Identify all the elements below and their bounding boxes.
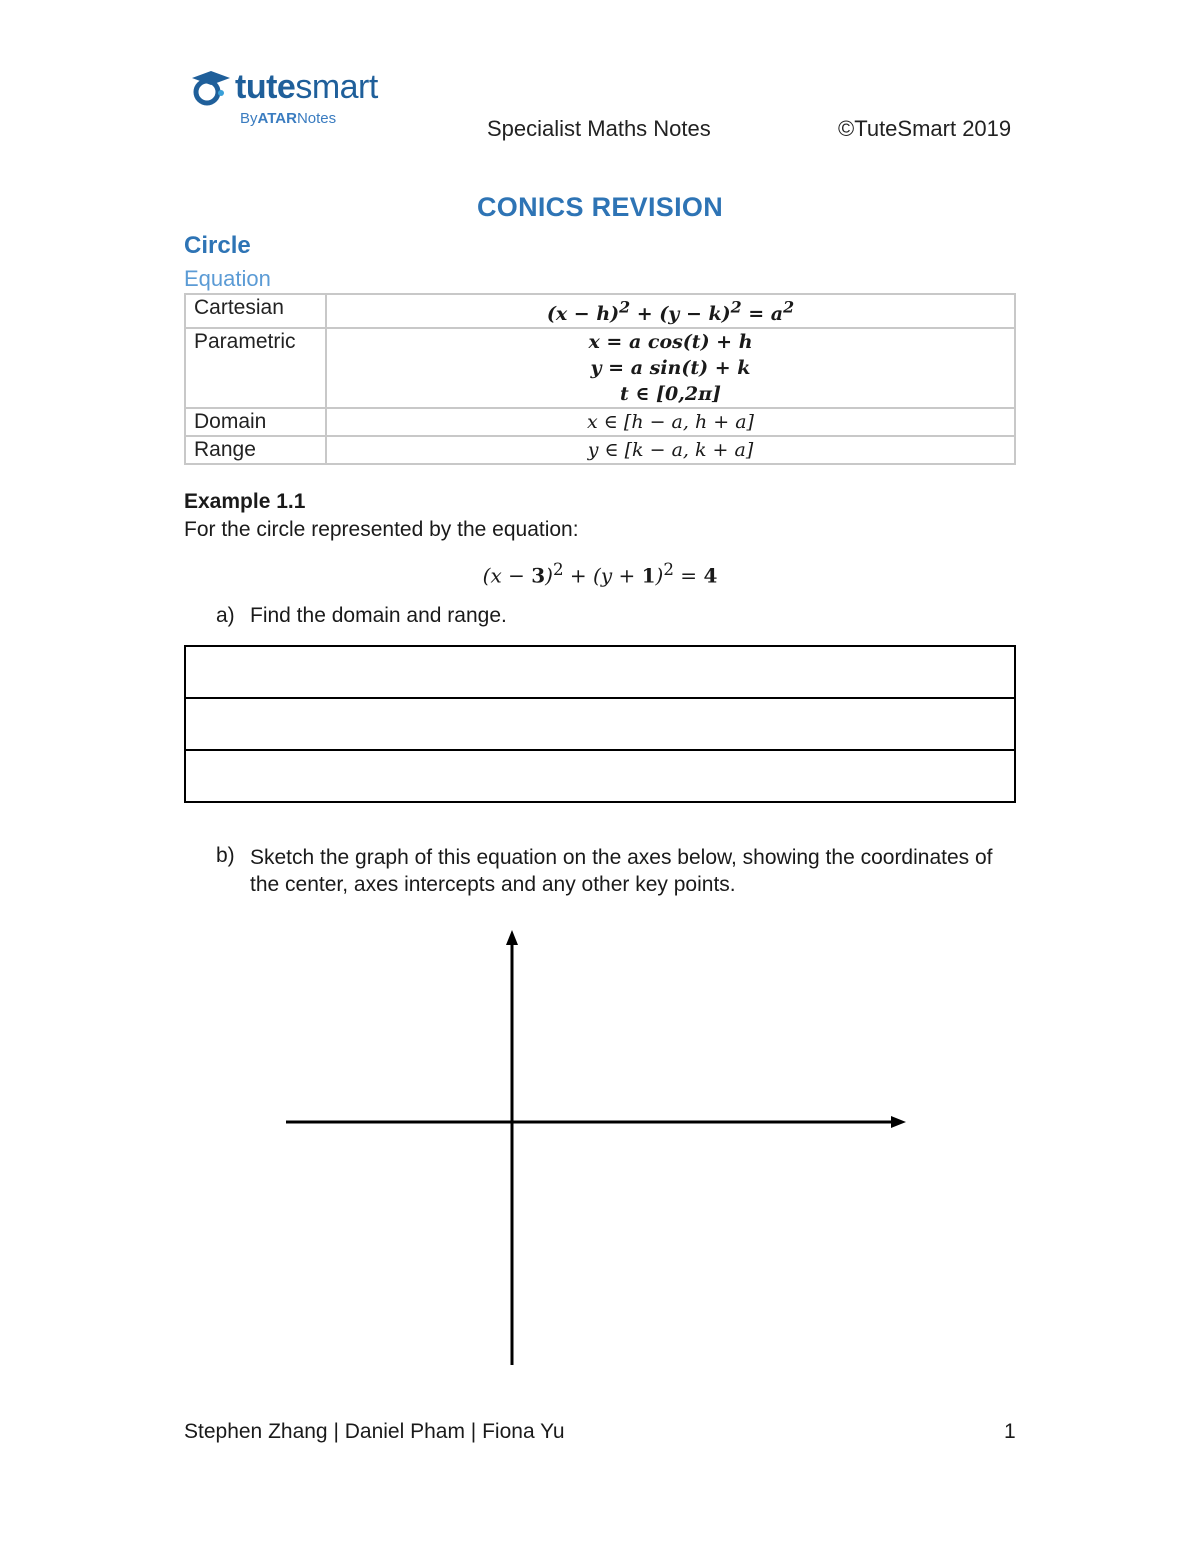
section-heading: Circle <box>184 232 251 259</box>
equation-table <box>184 293 1016 465</box>
page-title: CONICS REVISION <box>476 192 724 222</box>
blank-axes[interactable] <box>280 925 920 1365</box>
row-label: Range <box>185 436 326 464</box>
part-b-question: Sketch the graph of this equation on the axes below, showing the coordinates of the center, axes intercepts and any other key points. <box>250 846 993 896</box>
header-copyright: ©TuteSmart 2019 <box>838 116 1012 141</box>
answer-line[interactable] <box>185 646 1015 698</box>
row-label: Cartesian <box>185 294 326 328</box>
footer-authors: Stephen Zhang | Daniel Pham | Fiona Yu <box>184 1420 565 1443</box>
x-axis-arrow <box>891 1116 906 1128</box>
cartesian-equation: $(x - h)^2 + (y - k)^2 = a^2$ <box>326 294 1015 328</box>
table-row <box>185 328 1015 408</box>
graduation-cap-icon <box>190 70 232 110</box>
domain-expression: x ∈ [h − a, h + a] <box>326 408 1015 436</box>
y-axis-arrow <box>506 930 518 945</box>
part-a-label: a) <box>216 604 235 627</box>
table-row <box>185 408 1015 436</box>
example-title: Example 1.1 <box>184 490 306 513</box>
answer-line[interactable] <box>185 750 1015 802</box>
parametric-equations: x = a cos(t) + h y = a sin(t) + k t ∈ [0,2π] <box>326 328 1015 408</box>
logo-byline: ByATARNotes <box>240 110 337 127</box>
page-number: 1 <box>1004 1420 1016 1443</box>
table-row <box>185 294 1015 328</box>
logo-wordmark: tutesmart <box>235 68 378 106</box>
section-subheading: Equation <box>184 266 271 291</box>
part-a-question: Find the domain and range. <box>250 604 507 627</box>
table-row <box>185 436 1015 464</box>
part-b-label: b) <box>216 844 235 867</box>
row-label: Parametric <box>185 328 326 408</box>
answer-box[interactable] <box>184 645 1016 803</box>
example-intro: For the circle represented by the equation: <box>184 518 579 541</box>
tutesmart-logo <box>190 70 380 136</box>
answer-line[interactable] <box>185 698 1015 750</box>
range-expression: y ∈ [k − a, k + a] <box>326 436 1015 464</box>
row-label: Domain <box>185 408 326 436</box>
example-equation: $(x - 3)^2 + (y + 1)^2 = 4$ <box>482 560 718 588</box>
header-subject: Specialist Maths Notes <box>487 116 711 141</box>
